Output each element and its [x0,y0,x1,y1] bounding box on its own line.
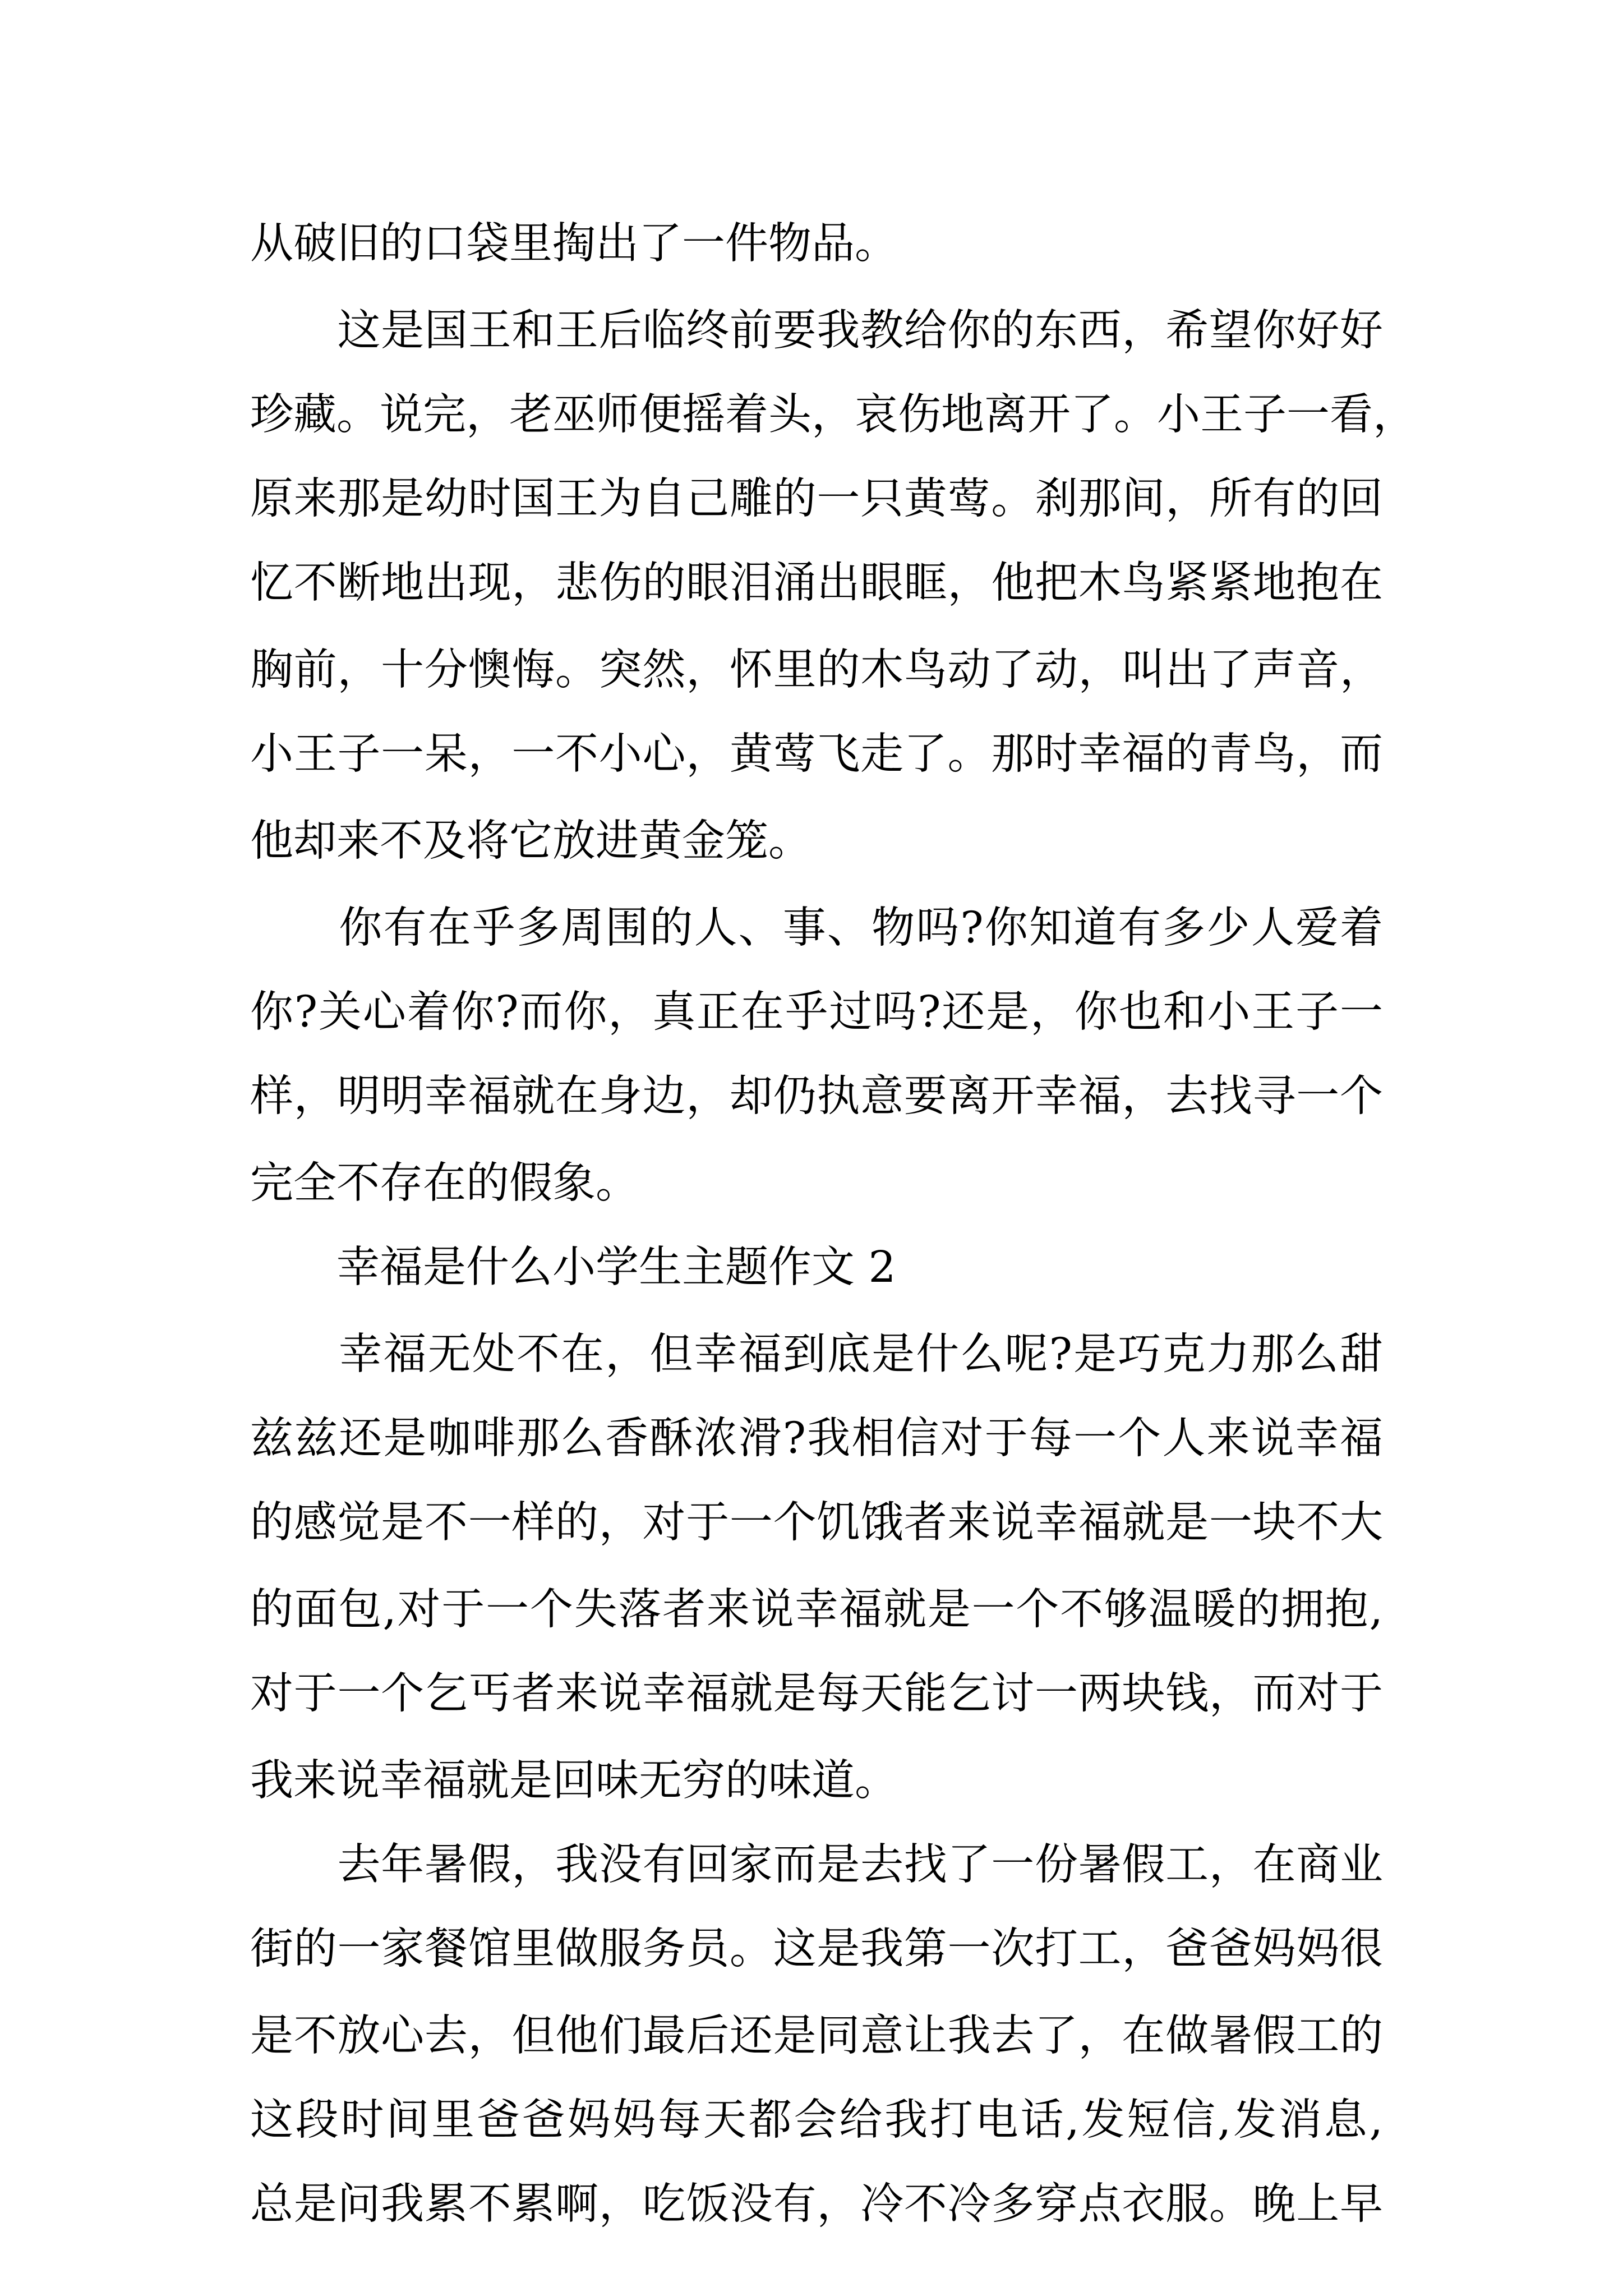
section-heading: 幸福是什么小学生主题作文 2 [250,1243,896,1292]
paragraph-line: 他却来不及将它放进黄金笼。 [250,816,811,866]
paragraph-line: 你有在乎多周围的人、事、物吗?你知道有多少人爱着 [250,903,1383,953]
paragraph-line: 街的一家餐馆里做服务员。这是我第一次打工，爸爸妈妈很 [250,1924,1383,1974]
paragraph-line: 珍藏。说完，老巫师便摇着头，哀伤地离开了。小王子一看， [250,390,1416,440]
paragraph-line: 样，明明幸福就在身边，却仍执意要离开幸福，去找寻一个 [250,1071,1383,1121]
paragraph-line: 从破旧的口袋里掏出了一件物品。 [250,219,898,269]
paragraph-line: 原来那是幼时国王为自己雕的一只黄莺。刹那间，所有的回 [250,474,1383,524]
paragraph-line: 对于一个乞丐者来说幸福就是每天能乞讨一两块钱，而对于 [250,1669,1383,1719]
paragraph-line: 去年暑假，我没有回家而是去找了一份暑假工，在商业 [250,1840,1383,1890]
paragraph-line: 胸前，十分懊悔。突然，怀里的木鸟动了动，叫出了声音， [250,645,1383,695]
paragraph-line: 是不放心去，但他们最后还是同意让我去了，在做暑假工的 [250,2011,1383,2061]
paragraph-line: 忆不断地出现，悲伤的眼泪涌出眼眶，他把木鸟紧紧地抱在 [250,558,1383,608]
paragraph-line: 幸福无处不在，但幸福到底是什么呢?是巧克力那么甜 [250,1329,1383,1379]
paragraph-line: 这是国王和王后临终前要我教给你的东西，希望你好好 [250,306,1383,356]
paragraph-line: 你?关心着你?而你，真正在乎过吗?还是，你也和小王子一 [250,987,1383,1037]
paragraph-line: 的面包,对于一个失落者来说幸福就是一个不够温暖的拥抱, [250,1585,1383,1635]
paragraph-line: 完全不存在的假象。 [250,1158,639,1208]
paragraph-line: 这段时间里爸爸妈妈每天都会给我打电话,发短信,发消息, [250,2095,1383,2145]
paragraph-line: 我来说幸福就是回味无穷的味道。 [250,1756,898,1806]
paragraph-line: 总是问我累不累啊，吃饭没有，冷不冷多穿点衣服。晚上早 [250,2179,1383,2229]
paragraph-line: 小王子一呆，一不小心，黄莺飞走了。那时幸福的青鸟，而 [250,729,1383,779]
paragraph-line: 兹兹还是咖啡那么香酥浓滑?我相信对于每一个人来说幸福 [250,1414,1383,1464]
paragraph-line: 的感觉是不一样的，对于一个饥饿者来说幸福就是一块不大 [250,1498,1383,1548]
